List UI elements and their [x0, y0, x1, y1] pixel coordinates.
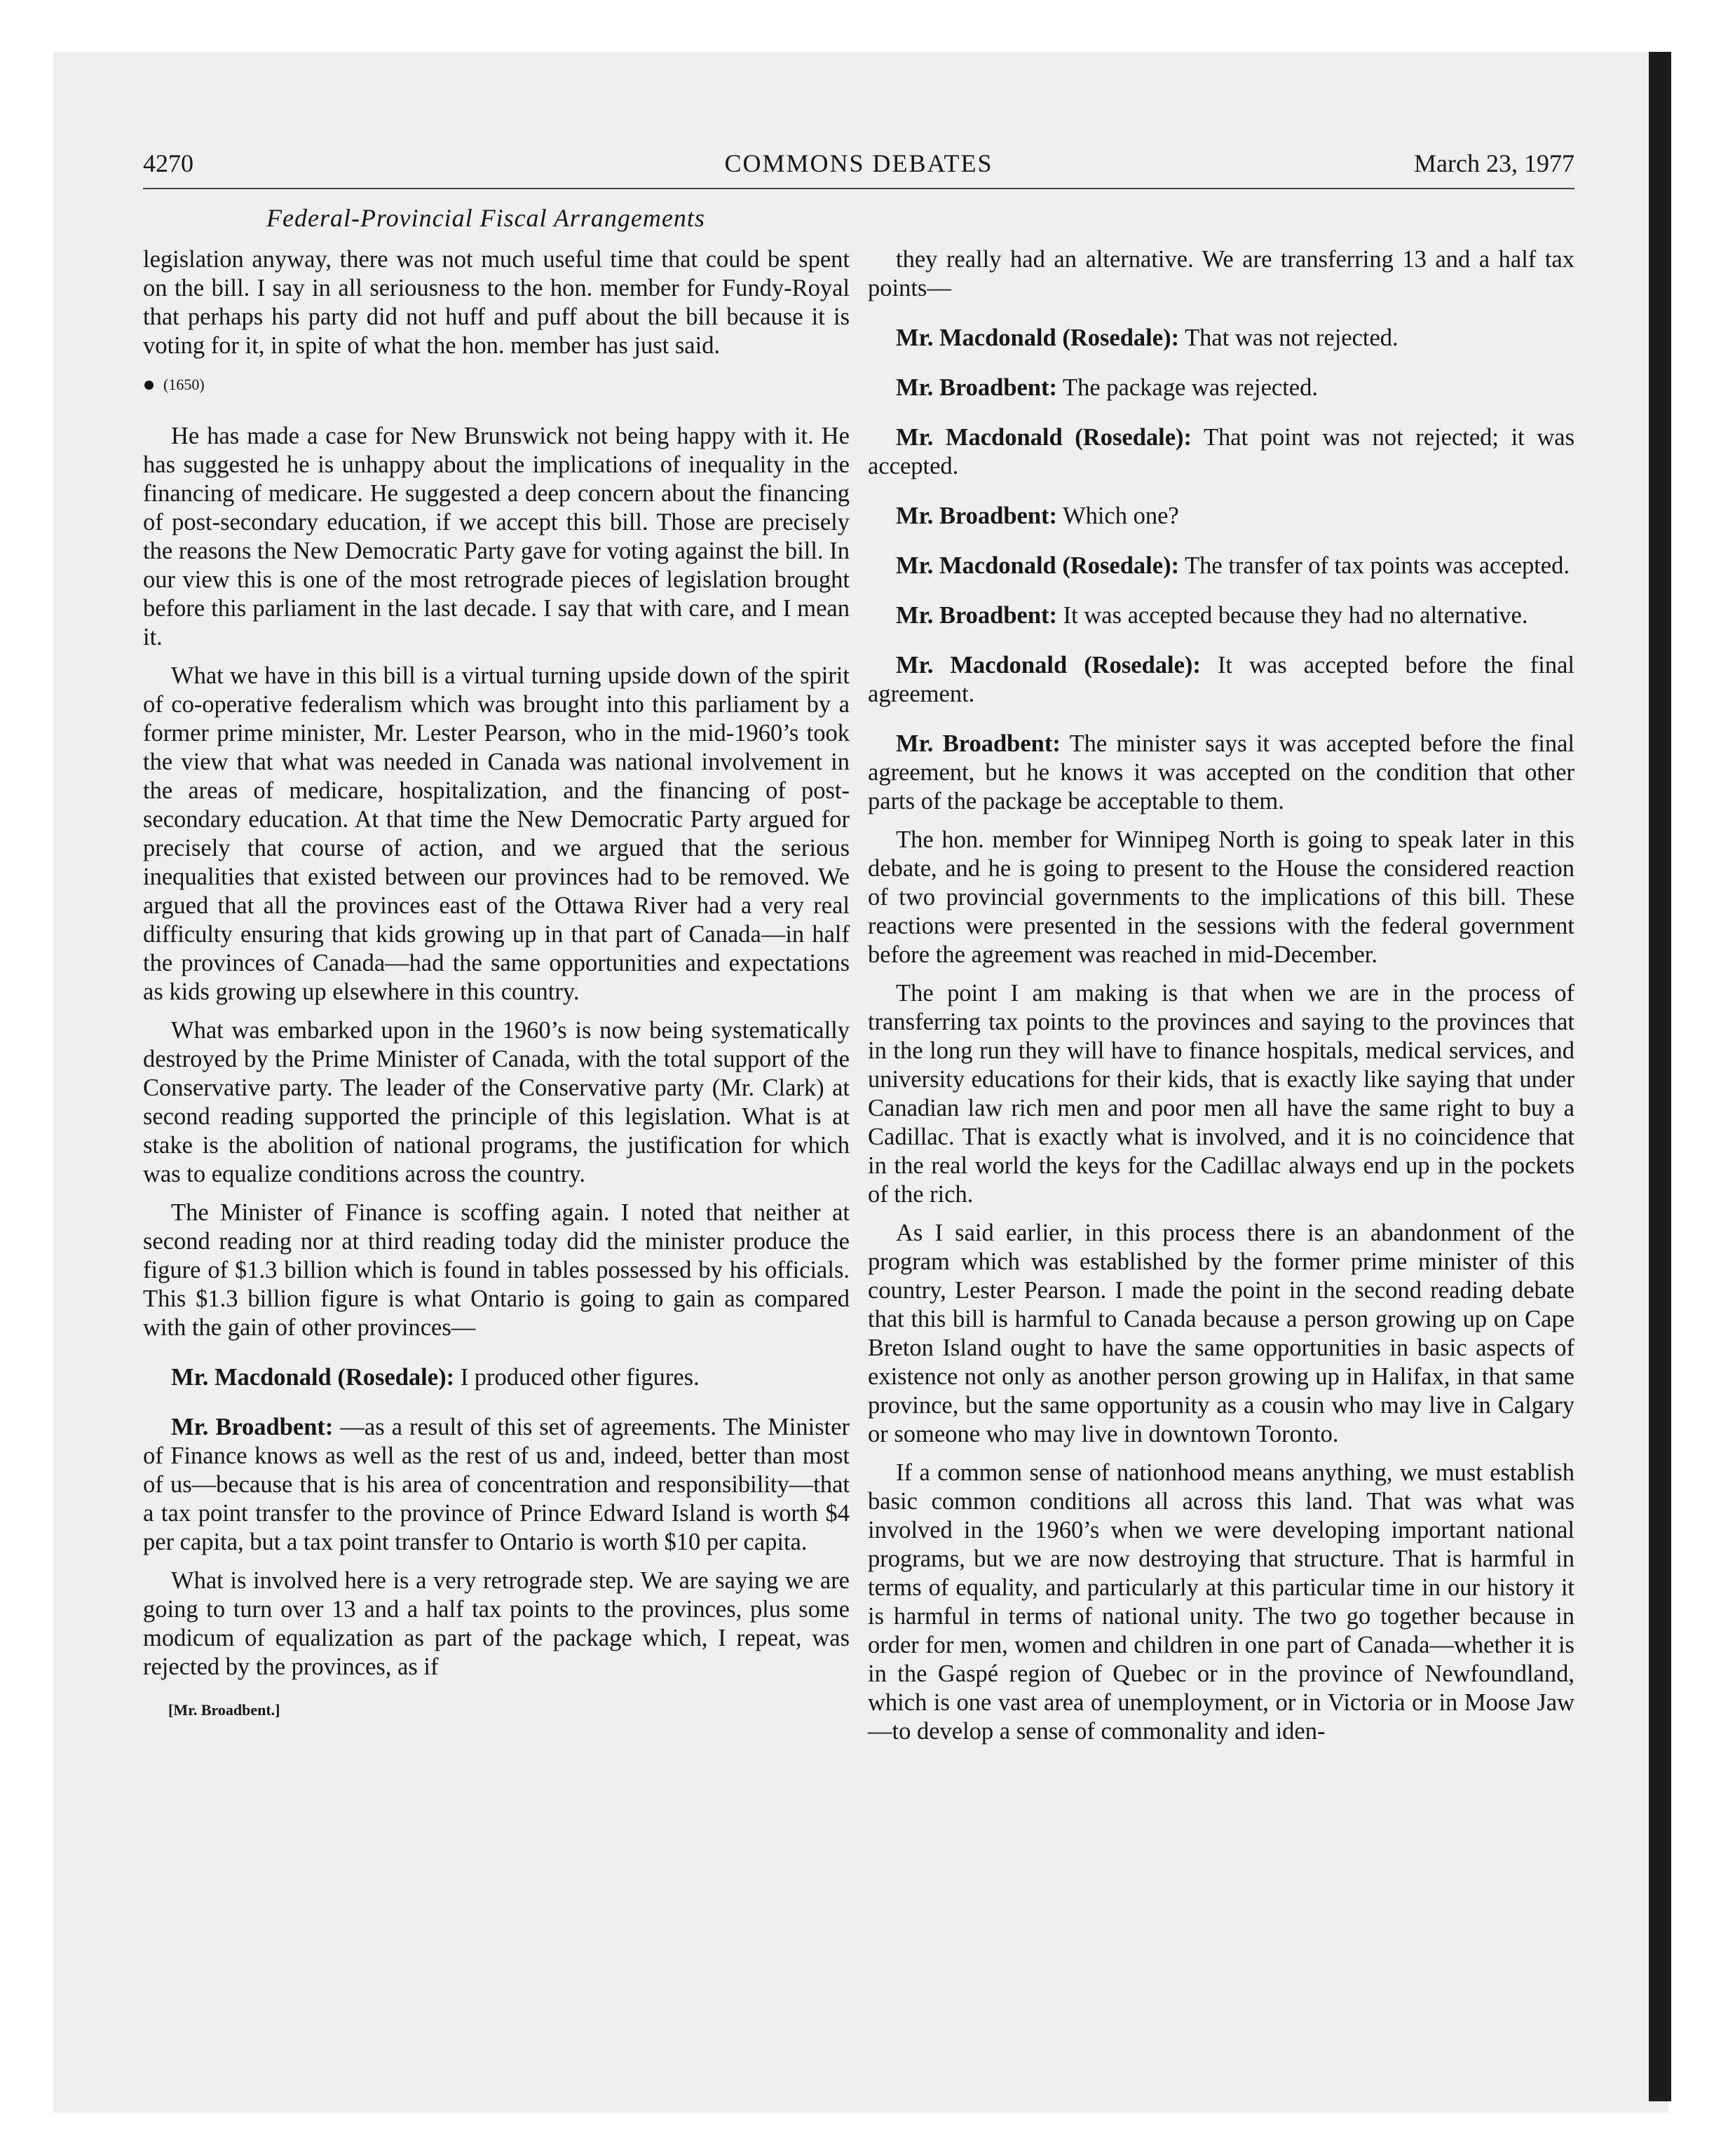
scan-edge-bar: [1649, 52, 1671, 2101]
speaker-footer: [Mr. Broadbent.]: [168, 1701, 280, 1719]
running-head: Federal-Provincial Fiscal Arrangements: [266, 204, 705, 232]
speaker-name: Mr. Macdonald (Rosedale):: [896, 652, 1201, 678]
paragraph: As I said earlier, in this process there is an abandonment of the program which was established by the former prime minister of this country, Lester Pearson. I made the point in the second reading debate that this bill is harmful to Canada because a person growing up on Cape Breton Island ought to have the same opportunities in basic aspects of existence not only as another person growing up in Halifax, in that same province, but the same opportunity as a cousin who may live in Calgary or someone who may live in downtown Toronto.: [868, 1220, 1574, 1447]
speaker-name: Mr. Macdonald (Rosedale):: [896, 325, 1180, 351]
speaker-name: Mr. Macdonald (Rosedale):: [896, 552, 1180, 579]
time-marker: [143, 376, 850, 394]
speaker-name: Mr. Macdonald (Rosedale):: [896, 424, 1192, 451]
paragraph: What was embarked upon in the 1960’s is now being systematically destroyed by the Prime Minister of Canada, with the total support of the Conservative party. The leader of the Conservative party (Mr. Clark) at second reading supported the principle of this legislation. What is at stake is the abolition of national programs, the justification for which was to equalize conditions across the country.: [143, 1017, 850, 1187]
bullet-icon: [144, 381, 154, 390]
publication-title: COMMONS DEBATES: [724, 149, 993, 177]
paragraph: He has made a case for New Brunswick not being happy with it. He has suggested he is unhappy about the implications of inequality in the financing of medicare. He suggested a deep concern about the financing of post-secondary education, if we accept this bill. Those are precisely the reasons the New Democratic Party gave for voting against the bill. In our view this is one of the most retrograde pieces of legislation brought before this parliament in the last decade. I say that with care, and I mean it.: [143, 423, 850, 650]
speaker-entry: [143, 1413, 850, 1557]
speaker-entry: [868, 324, 1574, 353]
speaker-name: Mr. Broadbent:: [896, 503, 1058, 529]
speaker-name: Mr. Macdonald (Rosedale):: [171, 1364, 455, 1391]
page-header: [143, 149, 1574, 189]
speaker-text: I produced other figures.: [454, 1364, 700, 1391]
paragraph: What we have in this bill is a virtual turning upside down of the spirit of co-operative federalism which was brought into this parliament by a former prime minister, Mr. Lester Pearson, who in the mid-1960’s took the view that what was needed in Canada was national involvement in the areas of medicare, hospitalization, and the financing of post-secondary education. At that time the New Democratic Party argued for precisely that course of action, and we argued that the serious inequalities that existed between our provinces had to be removed. We argued that all the provinces east of the Ottawa River had a very real difficulty ensuring that kids growing up in that part of Canada—in half the provinces of Canada—had the same opportunities and expectations as kids growing up elsewhere in this country.: [143, 662, 850, 1005]
paragraph: legislation anyway, there was not much useful time that could be spent on the bill. I say in all seriousness to the hon. member for Fundy-Royal that perhaps his party did not huff and puff about the bill because it is voting for it, in spite of what the hon. member has just said.: [143, 246, 850, 359]
speaker-entry: [868, 601, 1574, 630]
speaker-entry: [868, 374, 1574, 402]
speaker-entry: [868, 502, 1574, 531]
speaker-text: It was accepted because they had no alternative.: [1057, 602, 1528, 629]
speaker-text: It was accepted before the final agreement.: [868, 652, 1575, 707]
page-number: 4270: [143, 149, 193, 177]
speaker-text: That point was not rejected; it was accepted.: [868, 424, 1575, 479]
speaker-entry: [868, 730, 1574, 816]
speaker-text: That was not rejected.: [1179, 325, 1399, 351]
paragraph: they really had an alternative. We are transferring 13 and a half tax points—: [868, 246, 1574, 301]
paragraph: If a common sense of nationhood means anything, we must establish basic common conditions all across this land. That was what was involved in the 1960’s when we were developing important national programs, but we are now destroying that structure. That is harmful in terms of equality, and particularly at this particular time in our history it is harmful in terms of national unity. The two go together because in order for men, women and children in one part of Canada—whether it is in the Gaspé region of Quebec or in the province of Newfoundland, which is one vast area of unemployment, or in Victoria or in Moose Jaw—to develop a sense of commonality and iden-: [868, 1459, 1574, 1745]
paragraph: The Minister of Finance is scoffing again. I noted that neither at second reading nor at third reading today did the minister produce the figure of $1.3 billion which is found in tables possessed by his officials. This $1.3 billion figure is what Ontario is going to gain as compared with the gain of other provinces—: [143, 1199, 850, 1341]
left-column: [143, 245, 850, 1724]
speaker-text: Which one?: [1057, 503, 1179, 529]
speaker-name: Mr. Broadbent:: [896, 602, 1058, 629]
speaker-entry: [868, 552, 1574, 580]
speaker-name: Mr. Broadbent:: [896, 374, 1058, 401]
time-marker-text: (1650): [163, 376, 205, 393]
speaker-entry: [143, 1363, 850, 1392]
header-date: March 23, 1977: [1414, 149, 1574, 177]
speaker-text: The package was rejected.: [1057, 374, 1318, 401]
paragraph: The point I am making is that when we are in the process of transferring tax points to the provinces and saying to the provinces that in the long run they will have to finance hospitals, medical services, and university educations for their kids, that is exactly like saying that under Canadian law rich men and poor men all have the same right to buy a Cadillac. That is exactly what is involved, and it is no coincidence that in the real world the keys for the Cadillac always end up in the pockets of the rich.: [868, 980, 1574, 1208]
right-column: [868, 245, 1574, 1756]
speaker-entry: [868, 423, 1574, 481]
paragraph: What is involved here is a very retrograde step. We are saying we are going to turn over 13 and a half tax points to the provinces, plus some modicum of equalization as part of the package which, I repeat, was rejected by the provinces, as if: [143, 1567, 850, 1680]
speaker-text: The transfer of tax points was accepted.: [1179, 552, 1570, 579]
speaker-name: Mr. Broadbent:: [896, 730, 1061, 757]
speaker-text: —as a result of this set of agreements. The Minister of Finance knows as well as the rest of us and, indeed, better than most of us—because that is his area of concentration and responsibility—that a tax point transfer to the province of Prince Edward Island is worth $4 per capita, but a tax point transfer to Ontario is worth $10 per capita.: [143, 1414, 850, 1555]
speaker-name: Mr. Broadbent:: [171, 1414, 334, 1440]
paragraph: The hon. member for Winnipeg North is going to speak later in this debate, and he is going to present to the House the considered reaction of two provincial governments to the implications of this bill. These reactions were presented in the sessions with the federal government before the agreement was reached in mid-December.: [868, 826, 1574, 968]
speaker-text: The minister says it was accepted before the final agreement, but he knows it was accepted on the condition that other parts of the package be acceptable to them.: [868, 730, 1574, 814]
speaker-entry: [868, 651, 1574, 709]
